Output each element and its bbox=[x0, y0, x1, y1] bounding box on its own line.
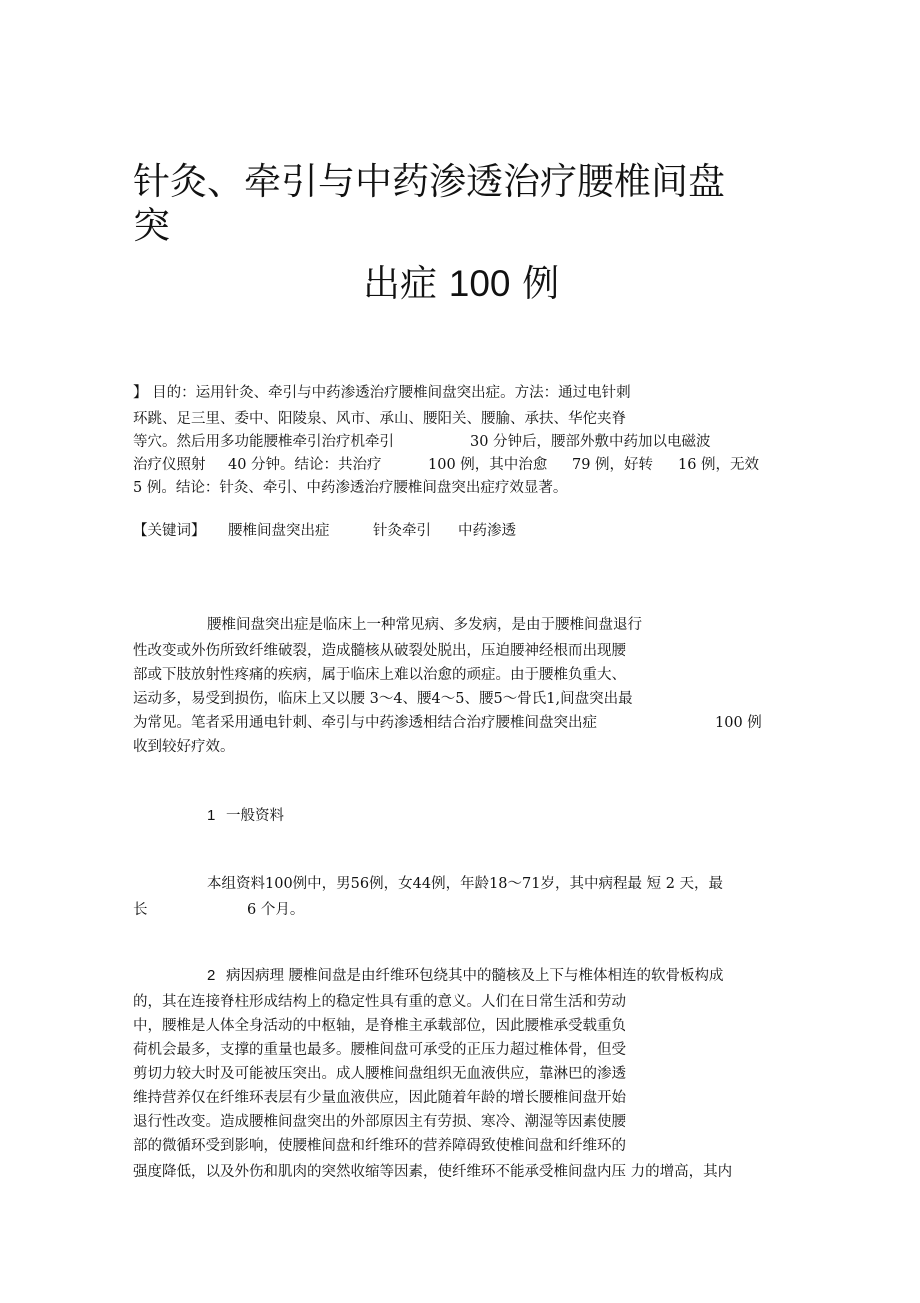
intro-line: 100 例 bbox=[715, 715, 762, 731]
section-line: 维持营养仅在纤维环表层有少量血液供应，因此随着年龄的增长腰椎间盘开始 bbox=[133, 1090, 626, 1106]
intro-line: 腰椎间盘突出症是临床上一种常见病、多发病，是由于腰椎间盘退行 bbox=[207, 617, 642, 633]
paper-title-line-3 bbox=[363, 262, 559, 306]
section-line: 退行性改变。造成腰椎间盘突出的外部原因主有劳损、寒冷、潮湿等因素使腰 bbox=[133, 1114, 626, 1130]
section-line: 本组资料100例中，男56例，女44例，年龄18～71岁，其中病程最 短 2 天，最 bbox=[207, 876, 724, 892]
title-text: 例 bbox=[522, 262, 560, 305]
title-case-count: 100 bbox=[448, 263, 511, 304]
intro-line: 收到较好疗效。 bbox=[133, 739, 235, 755]
section-number: 2 bbox=[207, 967, 216, 984]
intro-line: 运动多，易受到损伤，临床上又以腰 3～4、腰4～5、腰5～骨氏1,间盘突出最 bbox=[133, 691, 633, 707]
title-text: 出症 bbox=[363, 262, 437, 305]
abstract-line: 30 分钟后，腰部外敷中药加以电磁波 bbox=[470, 434, 711, 450]
paper-title-line-2: 突 bbox=[133, 204, 170, 247]
section-line: 强度降低，以及外伤和肌肉的突然收缩等因素，使纤维环不能承受椎间盘内压 力的增高，其内 bbox=[133, 1164, 733, 1180]
intro-line: 为常见。笔者采用通电针刺、牵引与中药渗透相结合治疗腰椎间盘突出症 bbox=[133, 715, 597, 731]
section-line: 剪切力较大时及可能被压突出。成人腰椎间盘组织无血液供应，靠淋巴的渗透 bbox=[133, 1066, 626, 1082]
abstract-line: 100 例，其中治愈 bbox=[428, 457, 548, 473]
abstract-line: 5 例。结论：针灸、牵引、中药渗透治疗腰椎间盘突出症疗效显著。 bbox=[133, 480, 568, 496]
section-line: 6 个月。 bbox=[247, 902, 305, 918]
section-line: 长 bbox=[133, 902, 148, 918]
keyword: 腰椎间盘突出症 bbox=[228, 523, 330, 539]
abstract-line: 治疗仪照射 bbox=[133, 457, 206, 473]
section-title: 一般资料 bbox=[225, 808, 284, 824]
paper-title-line-1: 针灸、牵引与中药渗透治疗腰椎间盘 bbox=[133, 160, 725, 203]
intro-line: 部或下肢放射性疼痛的疾病，属于临床上难以治愈的顽症。由于腰椎负重大、 bbox=[133, 667, 626, 683]
keyword: 中药渗透 bbox=[458, 523, 516, 539]
abstract-line: 40 分钟。结论：共治疗 bbox=[228, 457, 382, 473]
abstract-line: 环跳、足三里、委中、阳陵泉、风市、承山、腰阳关、腰腧、承扶、华佗夹脊 bbox=[133, 411, 626, 427]
abstract-line: 等穴。然后用多功能腰椎牵引治疗机牵引 bbox=[133, 434, 394, 450]
section-line: 的，其在连接脊柱形成结构上的稳定性具有重的意义。人们在日常生活和劳动 bbox=[133, 994, 626, 1010]
abstract-line: 16 例，无效 bbox=[678, 457, 760, 473]
keywords-label: 【关键词】 bbox=[133, 523, 206, 539]
section-number: 1 bbox=[207, 807, 216, 824]
section-line: 部的微循环受到影响，使腰椎间盘和纤维环的营养障碍致使椎间盘和纤维环的 bbox=[133, 1138, 626, 1154]
intro-line: 性改变或外伤所致纤维破裂，造成髓核从破裂处脱出，压迫腰神经根而出现腰 bbox=[133, 643, 626, 659]
section-line bbox=[207, 966, 724, 986]
keyword: 针灸牵引 bbox=[373, 523, 431, 539]
section-text: 病因病理 腰椎间盘是由纤维环包绕其中的髓核及上下与椎体相连的软骨板构成 bbox=[225, 968, 724, 984]
section-line: 中，腰椎是人体全身活动的中枢轴，是脊椎主承载部位，因此腰椎承受载重负 bbox=[133, 1018, 626, 1034]
abstract-line: 79 例，好转 bbox=[572, 457, 654, 473]
abstract-line: 】 目的：运用针灸、牵引与中药渗透治疗腰椎间盘突出症。方法：通过电针刺 bbox=[133, 385, 631, 401]
section-line: 荷机会最多，支撑的重量也最多。腰椎间盘可承受的正压力超过椎体骨，但受 bbox=[133, 1042, 626, 1058]
section-heading bbox=[207, 806, 284, 826]
